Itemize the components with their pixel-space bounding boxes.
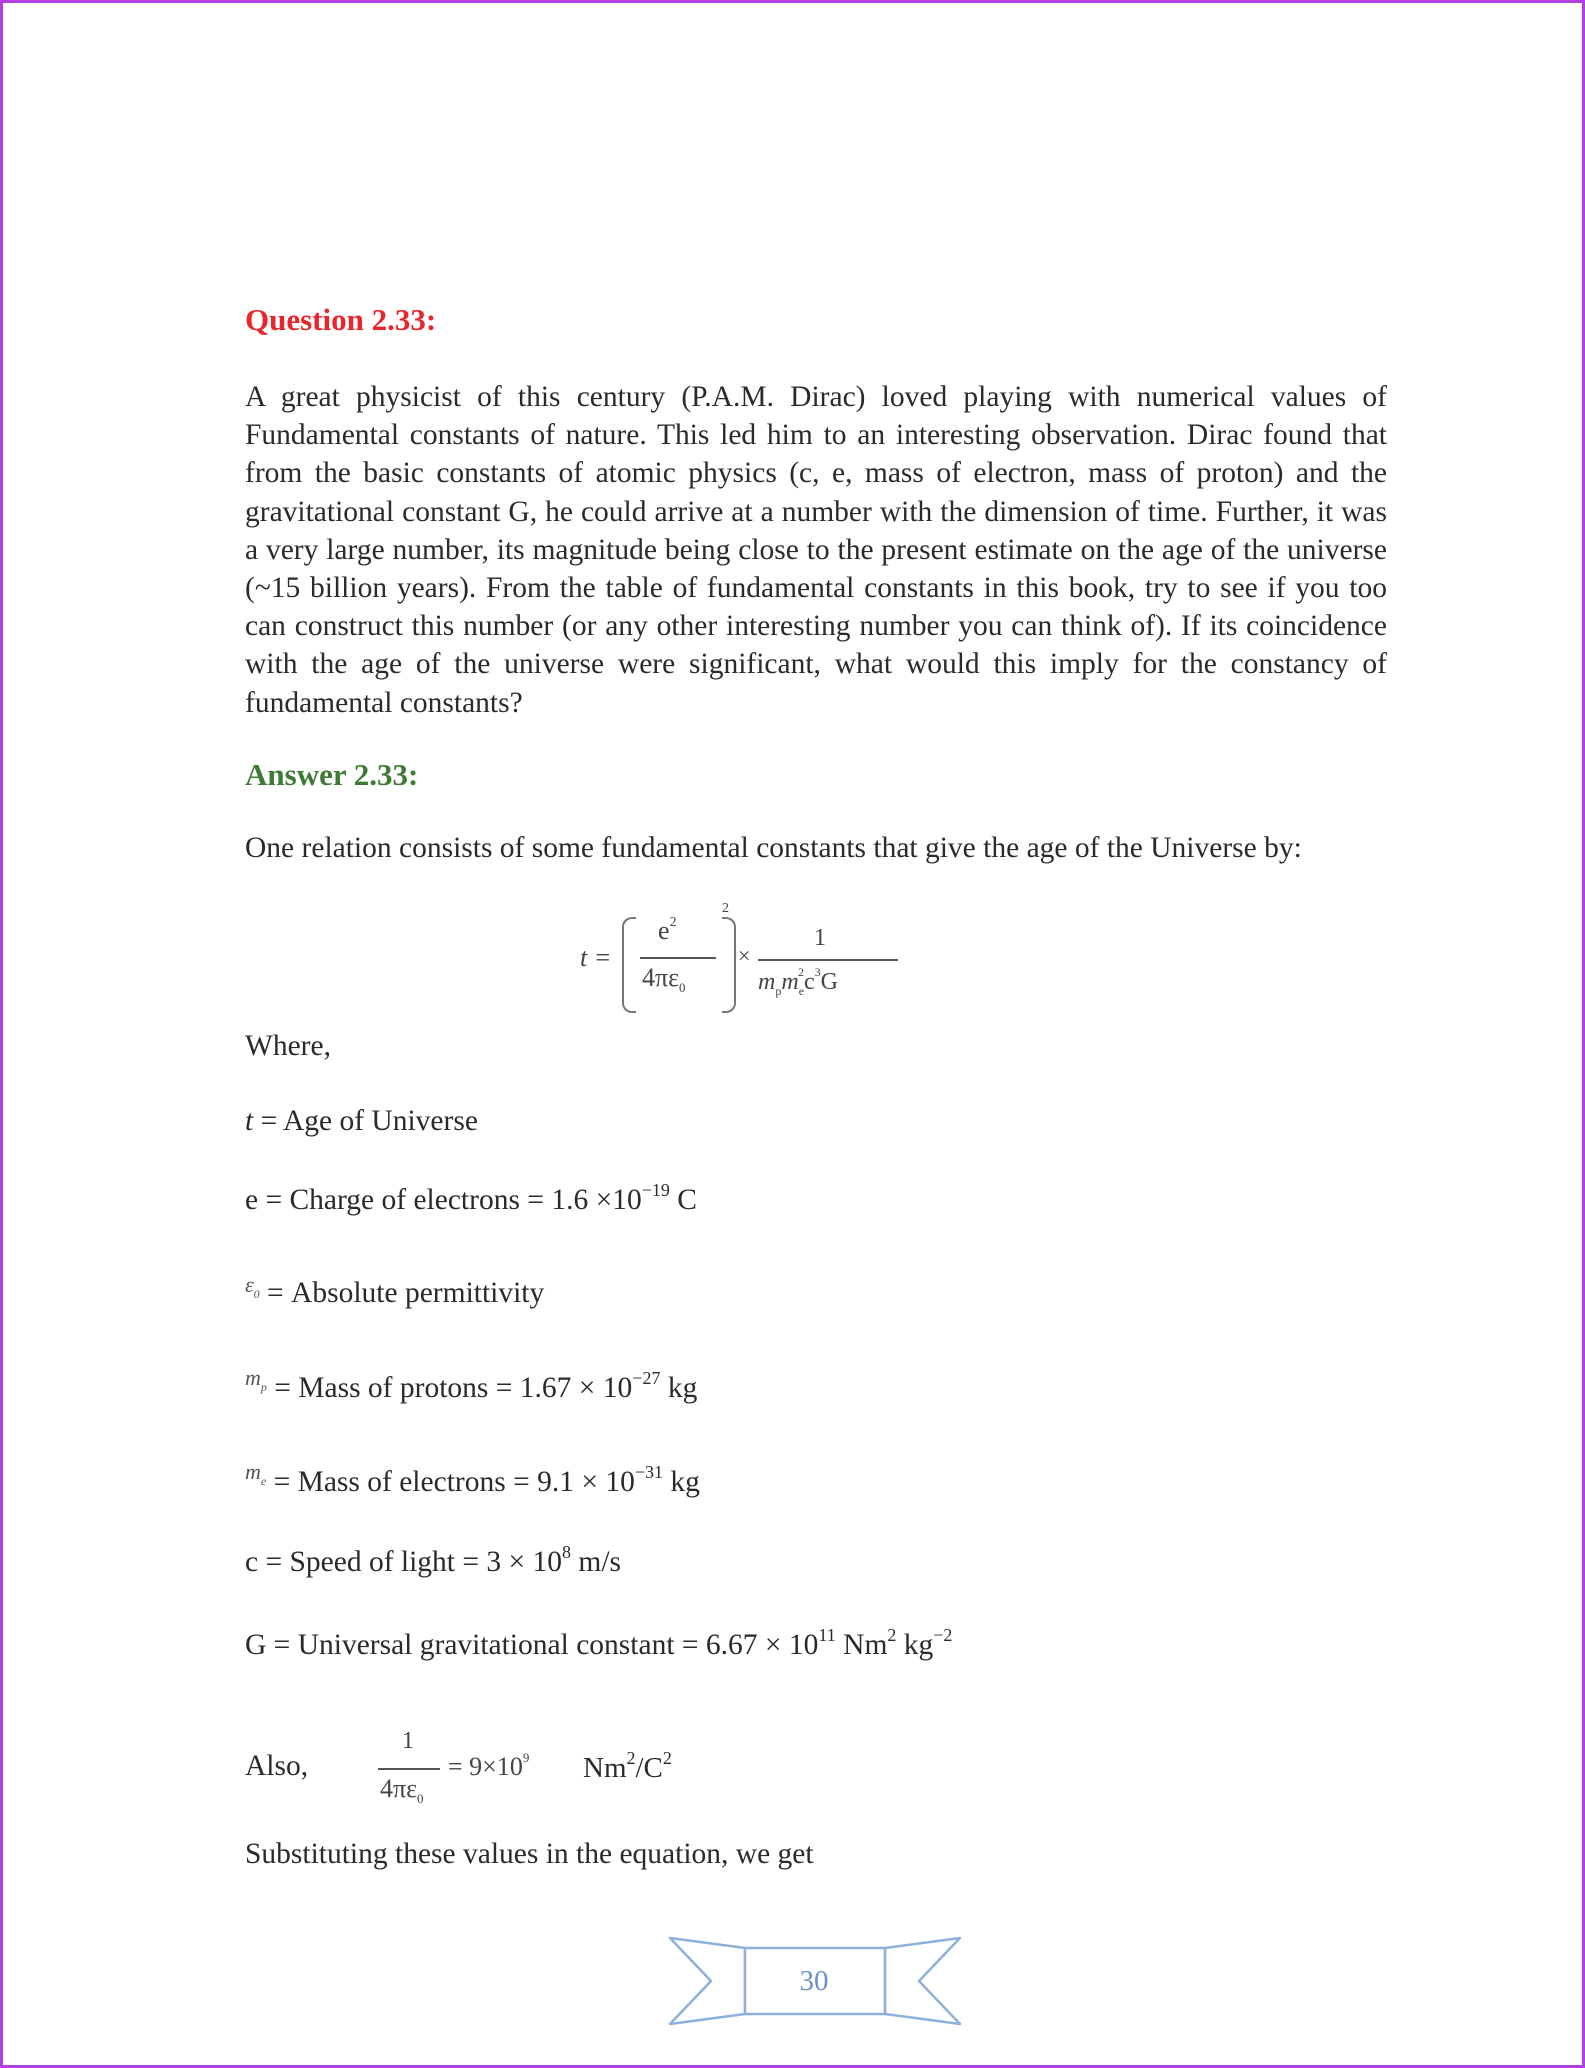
also-label: Also, bbox=[245, 1750, 309, 1782]
def-mp: $^{mp}$ = Mass of protons = $1.67 \times 10^{-27}$ kg bbox=[245, 1365, 698, 1404]
left-paren bbox=[622, 917, 636, 1013]
def-g: G = Universal gravitational constant = $6.67 \times 10^{11}$ Nm$^2$ $kg^{-2}$ bbox=[245, 1625, 953, 1661]
frac-line-2 bbox=[758, 959, 898, 961]
where-label: Where, bbox=[245, 1030, 331, 1062]
right-paren bbox=[722, 917, 736, 1013]
question-title: Question 2.33: bbox=[245, 302, 437, 337]
formula-times: × bbox=[738, 943, 751, 968]
def-me: $^{me}$ = Mass of electrons = $9.1 \times 10^{-31}$ kg bbox=[245, 1459, 700, 1498]
formula-num1: $e^2$ bbox=[658, 915, 677, 945]
ribbon-left-tail bbox=[670, 1938, 745, 2024]
frac-line-1 bbox=[640, 957, 716, 959]
answer-intro: One relation consists of some fundamental constants that give the age of the Universe by: bbox=[245, 832, 1302, 864]
also-value: = $9\times 10^9$ bbox=[448, 1750, 530, 1781]
formula-den2: $m_pm_e^2c^3G$ bbox=[758, 965, 839, 998]
ribbon-right-tail bbox=[885, 1938, 960, 2024]
age-formula bbox=[580, 901, 900, 1015]
question-body: A great physicist of this century (P.A.M. Dirac) loved playing with numerical values of Fundamental constants of nature. This led him to an interesting observation. Dirac found that from the basic constants of atomic physics (c, e, mass of electron, mass of proton) and the gravitational constant G, he could arrive at a number with the dimension of time. Further, it was a very large number, its magnitude being close to the present estimate on the age of the universe (~15 billion years). From the table of fundamental constants in this book, try to see if you too can construct this number (or any other interesting number you can think of). If its coincidence with the age of the universe were significant, what would this imply for the constancy of fundamental constants? bbox=[245, 381, 1387, 719]
def-epsilon: $^\varepsilon$0 = Absolute permittivity bbox=[245, 1272, 545, 1309]
also-frac-line bbox=[378, 1768, 440, 1770]
formula-den1: $4\pi\varepsilon_0$ bbox=[642, 963, 686, 995]
also-den: $4\pi\varepsilon_0$ bbox=[380, 1774, 424, 1806]
substituting-line: Substituting these values in the equation, we get bbox=[245, 1838, 814, 1870]
def-t: t = Age of Universe bbox=[245, 1105, 478, 1137]
formula-outer-exp: 2 bbox=[722, 901, 729, 916]
also-formula bbox=[378, 1728, 708, 1818]
def-c: c = Speed of light = $3 \times 10^8$ m/s bbox=[245, 1542, 622, 1578]
formula-num2: 1 bbox=[814, 925, 826, 951]
page-number: 30 bbox=[799, 1965, 829, 1997]
formula-lhs: t = bbox=[580, 943, 612, 972]
also-unit: $Nm^2/C^2$ bbox=[583, 1748, 672, 1784]
def-e: e = Charge of electrons = $1.6 \times 10^{-19}$ C bbox=[245, 1180, 697, 1216]
also-num: 1 bbox=[402, 1728, 414, 1754]
answer-title: Answer 2.33: bbox=[245, 757, 419, 792]
